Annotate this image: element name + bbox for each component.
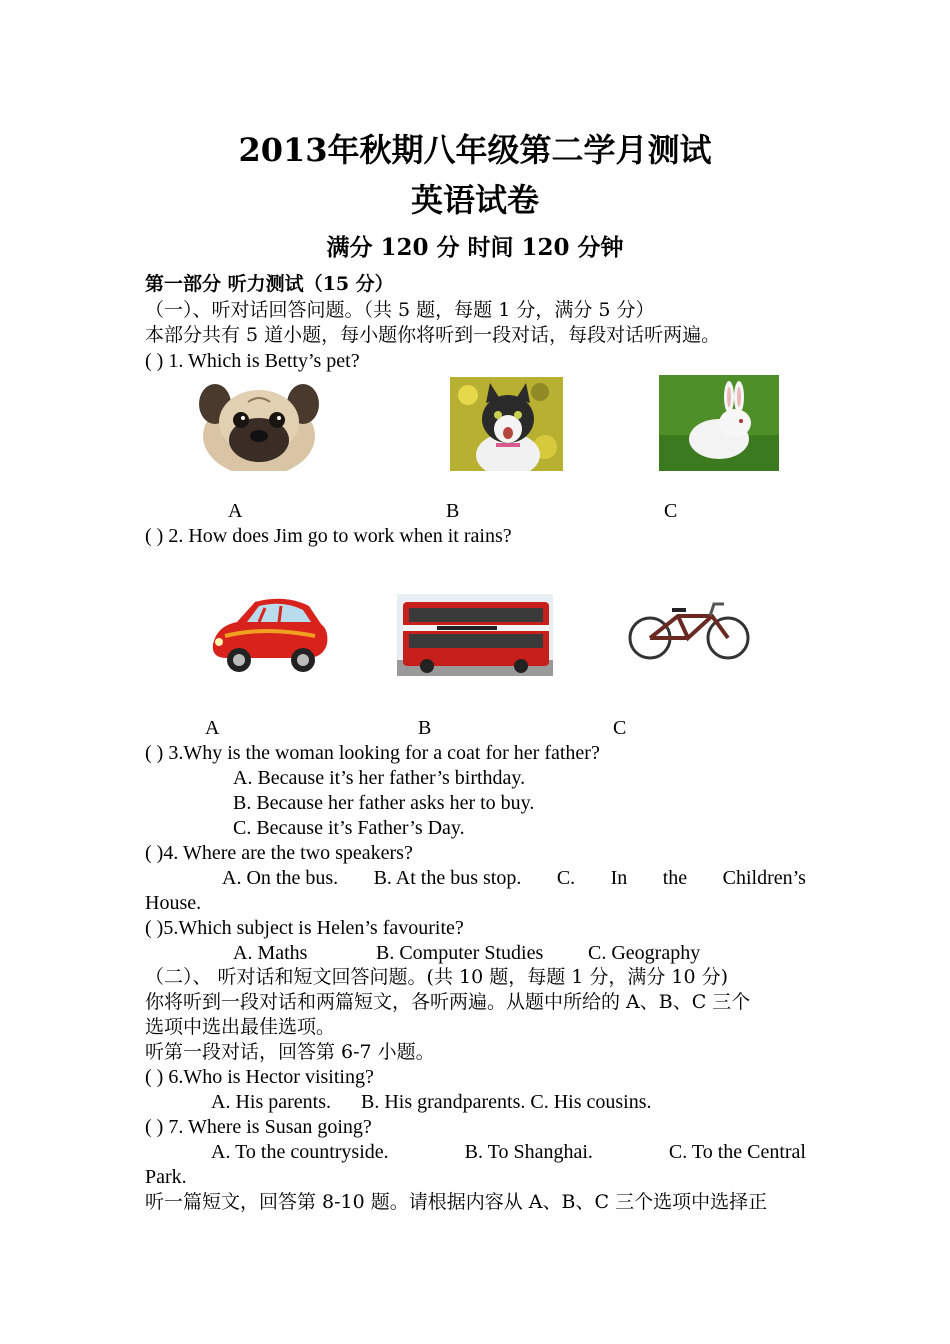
question-7: ( ) 7. Where is Susan going? bbox=[145, 1116, 372, 1138]
question-6: ( ) 6.Who is Hector visiting? bbox=[145, 1066, 374, 1088]
exam-title-line2: 英语试卷 bbox=[410, 181, 539, 219]
q4-option-continuation: House. bbox=[145, 892, 202, 914]
q4-option-c-letter: C. bbox=[556, 867, 576, 889]
q7-option-c: C. To the Central bbox=[668, 1141, 806, 1163]
red-car-image bbox=[205, 592, 331, 676]
section2-instructions-line2: 选项中选出最佳选项。 bbox=[145, 1016, 336, 1038]
question-5: ( )5.Which subject is Helen’s favourite? bbox=[145, 917, 464, 939]
question-4: ( )4. Where are the two speakers? bbox=[145, 842, 413, 864]
q2-label-c: C bbox=[613, 717, 627, 739]
white-rabbit-image bbox=[659, 375, 779, 471]
q1-label-a: A bbox=[228, 500, 243, 522]
q4-options-row bbox=[222, 866, 806, 890]
section1-instructions: 本部分共有 5 道小题，每小题你将听到一段对话，每段对话听两遍。 bbox=[145, 324, 721, 346]
pug-dog-image bbox=[193, 378, 325, 471]
q4-option-a: A. On the bus. bbox=[222, 867, 339, 889]
score-time: 满分 120 分 时间 120 分钟 bbox=[326, 234, 624, 261]
q5-option-c: C. Geography bbox=[588, 942, 701, 964]
question-3: ( ) 3.Why is the woman looking for a coat for her father? bbox=[145, 742, 600, 764]
q7-options-row bbox=[211, 1140, 806, 1164]
q4-option-c-word3: Children’s bbox=[722, 867, 806, 889]
q5-option-a: A. Maths bbox=[233, 942, 308, 964]
q7-option-a: A. To the countryside. bbox=[211, 1141, 389, 1163]
q3-option-a: A. Because it’s her father’s birthday. bbox=[233, 767, 526, 789]
q7-option-b: B. To Shanghai. bbox=[464, 1141, 593, 1163]
q1-label-b: B bbox=[446, 500, 460, 522]
q2-label-a: A bbox=[205, 717, 220, 739]
question-2: ( ) 2. How does Jim go to work when it rains? bbox=[145, 525, 512, 547]
q2-label-b: B bbox=[418, 717, 432, 739]
q3-option-b: B. Because her father asks her to buy. bbox=[233, 792, 535, 814]
q7-option-continuation: Park. bbox=[145, 1166, 187, 1188]
passage-note: 听一篇短文，回答第 8-10 题。请根据内容从 A、B、C 三个选项中选择正 bbox=[145, 1191, 768, 1213]
section2-instructions-line1: 你将听到一段对话和两篇短文，各听两遍。从题中所给的 A、B、C 三个 bbox=[145, 991, 751, 1013]
q4-option-b: B. At the bus stop. bbox=[373, 867, 522, 889]
q6-options: A. His parents. B. His grandparents. C. His cousins. bbox=[211, 1091, 652, 1113]
bicycle-image bbox=[622, 598, 756, 662]
cat-image bbox=[450, 377, 563, 471]
dialogue-note: 听第一段对话，回答第 6-7 小题。 bbox=[145, 1041, 435, 1063]
part1-heading: 第一部分 听力测试（15 分） bbox=[145, 273, 394, 295]
question-1: ( ) 1. Which is Betty’s pet? bbox=[145, 350, 360, 372]
q1-label-c: C bbox=[664, 500, 678, 522]
q4-option-c-word1: In bbox=[610, 867, 628, 889]
section2-title: （二）、 听对话和短文回答问题。(共 10 题，每题 1 分，满分 10 分) bbox=[145, 966, 729, 988]
section1-title: （一）、听对话回答问题。（共 5 题，每题 1 分，满分 5 分） bbox=[145, 299, 655, 321]
q5-option-b: B. Computer Studies bbox=[376, 942, 544, 964]
q3-option-c: C. Because it’s Father’s Day. bbox=[233, 817, 465, 839]
exam-title-line1: 2013年秋期八年级第二学月测试 bbox=[238, 131, 712, 169]
double-decker-bus-image bbox=[397, 594, 553, 676]
q4-option-c-word2: the bbox=[662, 867, 688, 889]
